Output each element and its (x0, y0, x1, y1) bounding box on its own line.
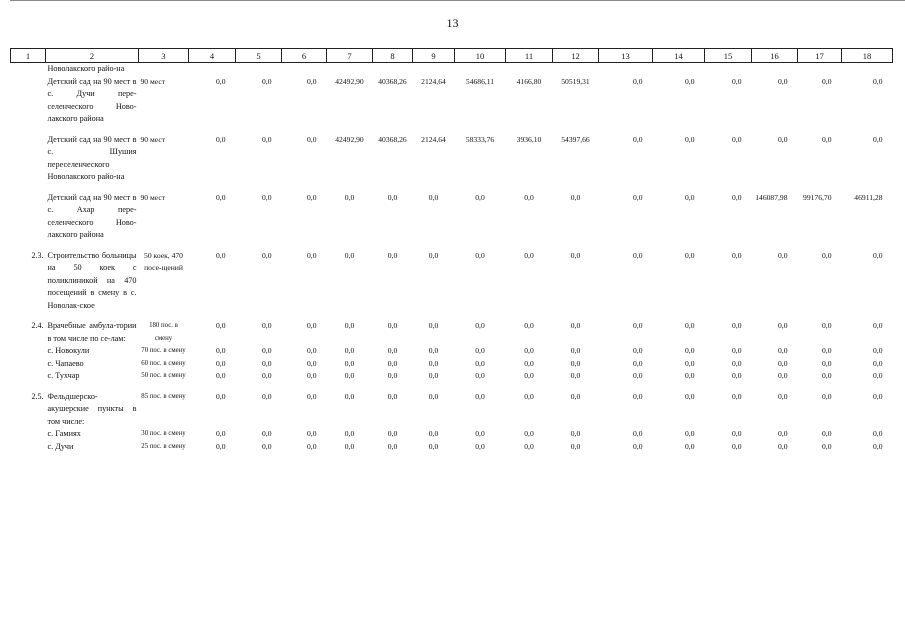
value-cell: 0,0 (344, 441, 355, 451)
value-cell: 0,0 (685, 76, 695, 86)
value-cell: 0,0 (822, 371, 832, 380)
row-number (11, 358, 46, 371)
value-cell: 0,0 (524, 371, 534, 380)
col-header: 1 (11, 49, 46, 63)
table-row (11, 250, 893, 313)
value-cell: 0,0 (307, 371, 317, 380)
value-cell: 0,0 (778, 250, 788, 260)
value-cell: 0,0 (822, 250, 832, 260)
row-number: 2.4. (31, 321, 44, 330)
value-cell: 0,0 (822, 321, 832, 330)
value-cell: 0,0 (475, 429, 485, 438)
value-cell: 0,0 (732, 441, 742, 451)
col-header: 16 (752, 49, 798, 63)
capacity-cell: 90 мест (140, 192, 166, 202)
value-cell: 0,0 (216, 250, 226, 260)
value-cell: 0,0 (216, 358, 226, 368)
value-cell: 0,0 (428, 250, 439, 260)
value-cell: 0,0 (262, 441, 272, 451)
row-number (11, 192, 46, 242)
table-row (11, 391, 893, 429)
value-cell: 0,0 (685, 321, 695, 330)
table-row (11, 63, 893, 76)
value-cell: 0,0 (873, 358, 883, 368)
value-cell: 0,0 (475, 250, 485, 260)
value-cell: 0,0 (685, 192, 695, 202)
value-cell: 0,0 (732, 76, 742, 86)
value-cell: 0,0 (524, 321, 534, 330)
value-cell: 0,0 (307, 321, 317, 330)
value-cell: 0,0 (524, 346, 534, 355)
col-header: 6 (282, 49, 327, 63)
value-cell: 0,0 (387, 346, 398, 355)
table-row (11, 428, 893, 441)
row-spacer (11, 242, 893, 250)
table-row (11, 370, 893, 383)
row-name: с. Тухчар (47, 371, 80, 380)
value-cell: 0,0 (428, 429, 439, 438)
value-cell: 54686,11 (465, 76, 495, 86)
value-cell: 0,0 (822, 346, 832, 355)
row-number (11, 428, 46, 441)
value-cell: 0,0 (778, 391, 788, 401)
value-cell: 0,0 (524, 358, 534, 368)
value-cell: 0,0 (732, 391, 742, 401)
value-cell: 0,0 (524, 429, 534, 438)
value-cell: 0,0 (822, 441, 832, 451)
value-cell: 4166,80 (516, 76, 542, 86)
value-cell: 0,0 (475, 358, 485, 368)
value-cell: 0,0 (387, 371, 398, 380)
value-cell: 0,0 (307, 391, 317, 401)
col-header: 9 (413, 49, 455, 63)
value-cell: 0,0 (570, 371, 581, 380)
value-cell: 0,0 (570, 321, 581, 330)
value-cell: 0,0 (873, 76, 883, 86)
row-name: Детский сад на 90 мест в с. Шушия переселенческого Новолакского райо-на (47, 134, 137, 181)
value-cell: 0,0 (822, 391, 832, 401)
value-cell: 0,0 (524, 192, 534, 202)
header-row (11, 49, 893, 63)
capacity-cell: 30 пос. в смену (141, 430, 186, 437)
value-cell: 0,0 (216, 321, 226, 330)
col-header: 13 (599, 49, 653, 63)
row-name: Фельдшерско-акушерские пункты в том числе: (47, 391, 137, 426)
value-cell: 0,0 (570, 250, 581, 260)
row-number (11, 370, 46, 383)
value-cell: 0,0 (873, 391, 883, 401)
value-cell: 0,0 (307, 346, 317, 355)
value-cell: 0,0 (344, 358, 355, 368)
col-header: 4 (189, 49, 236, 63)
value-cell: 0,0 (633, 391, 643, 401)
value-cell: 0,0 (778, 371, 788, 380)
value-cell: 0,0 (344, 192, 355, 202)
value-cell: 0,0 (570, 346, 581, 355)
value-cell: 46911,28 (854, 192, 883, 202)
capacity-cell: 90 мест (140, 134, 166, 144)
value-cell: 0,0 (216, 391, 226, 401)
value-cell: 0,0 (685, 358, 695, 368)
top-border-line (10, 0, 905, 3)
value-cell: 0,0 (778, 441, 788, 451)
value-cell: 50519,31 (561, 76, 590, 86)
value-cell: 0,0 (822, 429, 832, 438)
capacity-cell: 60 пос. в смену (141, 359, 186, 367)
value-cell: 0,0 (216, 134, 226, 144)
data-table (10, 48, 893, 453)
col-header: 7 (327, 49, 373, 63)
value-cell: 2124,64 (421, 134, 446, 144)
table-row (11, 320, 893, 345)
value-cell: 0,0 (570, 358, 581, 368)
value-cell: 0,0 (822, 134, 832, 144)
capacity-cell: 25 пос. в смену (141, 442, 186, 450)
value-cell: 0,0 (216, 429, 226, 438)
value-cell: 0,0 (732, 346, 742, 355)
value-cell: 0,0 (262, 346, 272, 355)
value-cell: 0,0 (732, 192, 742, 202)
value-cell: 0,0 (570, 441, 581, 451)
value-cell: 0,0 (685, 250, 695, 260)
value-cell: 0,0 (428, 346, 439, 355)
value-cell: 0,0 (732, 250, 742, 260)
value-cell: 0,0 (428, 358, 439, 368)
value-cell: 0,0 (262, 371, 272, 380)
value-cell: 0,0 (873, 429, 883, 438)
row-number (11, 63, 46, 76)
value-cell: 0,0 (387, 391, 398, 401)
value-cell: 0,0 (633, 134, 643, 144)
value-cell: 0,0 (822, 76, 832, 86)
value-cell: 0,0 (216, 371, 226, 380)
value-cell: 0,0 (633, 250, 643, 260)
value-cell: 0,0 (344, 250, 355, 260)
value-cell: 0,0 (475, 371, 485, 380)
value-cell: 0,0 (344, 371, 355, 380)
value-cell: 0,0 (475, 441, 485, 451)
col-header: 11 (506, 49, 553, 63)
value-cell: 0,0 (262, 134, 272, 144)
value-cell: 0,0 (524, 391, 534, 401)
value-cell: 0,0 (633, 429, 643, 438)
value-cell: 0,0 (732, 134, 742, 144)
value-cell: 99176,70 (803, 192, 832, 202)
value-cell: 0,0 (344, 321, 355, 330)
value-cell: 0,0 (685, 441, 695, 451)
value-cell: 0,0 (873, 441, 883, 451)
row-name: с. Новокули (47, 346, 90, 355)
value-cell: 0,0 (428, 371, 439, 380)
row-name: Врачебные амбула-тории в том числе по се-лам: (47, 321, 137, 343)
table-body (11, 63, 893, 454)
value-cell: 0,0 (262, 358, 272, 368)
value-cell: 0,0 (778, 134, 788, 144)
value-cell: 54397,66 (561, 134, 590, 144)
value-cell: 0,0 (262, 76, 272, 86)
row-number: 2.3. (31, 250, 44, 260)
value-cell: 0,0 (778, 429, 788, 438)
value-cell: 0,0 (685, 346, 695, 355)
col-header: 10 (455, 49, 506, 63)
value-cell: 0,0 (633, 441, 643, 451)
value-cell: 0,0 (685, 391, 695, 401)
row-number (11, 441, 46, 454)
table-row (11, 192, 893, 242)
capacity-cell: 50 пос. в смену (141, 372, 186, 379)
col-header: 3 (139, 49, 189, 63)
row-name: с. Чапаево (47, 358, 84, 368)
value-cell: 40368,26 (378, 134, 407, 144)
value-cell: 0,0 (633, 192, 643, 202)
value-cell: 0,0 (873, 134, 883, 144)
value-cell: 0,0 (387, 250, 398, 260)
value-cell: 0,0 (216, 441, 226, 451)
col-header: 17 (798, 49, 842, 63)
row-number: 2.5. (31, 391, 44, 401)
value-cell: 40368,26 (378, 76, 407, 86)
value-cell: 0,0 (778, 321, 788, 330)
value-cell: 0,0 (387, 429, 398, 438)
value-cell: 0,0 (262, 192, 272, 202)
row-name: Новолакского райо-на (47, 64, 125, 73)
value-cell: 0,0 (344, 346, 355, 355)
value-cell: 0,0 (344, 429, 355, 438)
value-cell: 0,0 (387, 321, 398, 330)
value-cell: 0,0 (307, 441, 317, 451)
value-cell: 0,0 (475, 321, 485, 330)
col-header: 12 (553, 49, 599, 63)
value-cell: 0,0 (633, 371, 643, 380)
value-cell: 0,0 (387, 441, 398, 451)
value-cell: 0,0 (262, 321, 272, 330)
value-cell: 0,0 (570, 192, 581, 202)
table-row (11, 345, 893, 358)
value-cell: 0,0 (307, 76, 317, 86)
value-cell: 0,0 (732, 321, 742, 330)
table-row (11, 358, 893, 371)
value-cell: 0,0 (428, 441, 439, 451)
value-cell: 0,0 (633, 346, 643, 355)
value-cell: 0,0 (873, 371, 883, 380)
value-cell: 0,0 (873, 250, 883, 260)
value-cell: 0,0 (307, 429, 317, 438)
value-cell: 0,0 (778, 346, 788, 355)
row-spacer (11, 312, 893, 320)
row-name: с. Дучи (47, 441, 74, 451)
value-cell: 0,0 (428, 391, 439, 401)
page-number: 13 (446, 16, 459, 30)
value-cell: 0,0 (262, 429, 272, 438)
row-number (11, 134, 46, 184)
capacity-cell: 70 пос. в смену (141, 347, 186, 354)
col-header: 14 (653, 49, 705, 63)
capacity-cell: 90 мест (140, 76, 166, 86)
value-cell: 42492,90 (335, 76, 364, 86)
col-header: 2 (46, 49, 139, 63)
value-cell: 0,0 (307, 358, 317, 368)
capacity-cell: 85 пос. в смену (141, 392, 186, 400)
table-row (11, 76, 893, 126)
col-header: 15 (705, 49, 752, 63)
value-cell: 0,0 (685, 429, 695, 438)
row-number (11, 76, 46, 126)
value-cell: 0,0 (216, 76, 226, 86)
value-cell: 0,0 (524, 250, 534, 260)
value-cell: 0,0 (428, 192, 439, 202)
col-header: 8 (373, 49, 413, 63)
capacity-cell: 50 коек, 470 посе-щений (144, 250, 183, 272)
value-cell: 0,0 (387, 192, 398, 202)
value-cell: 146087,98 (755, 192, 788, 202)
value-cell: 0,0 (822, 358, 832, 368)
value-cell: 0,0 (475, 346, 485, 355)
value-cell: 0,0 (778, 358, 788, 368)
value-cell: 0,0 (732, 358, 742, 368)
row-name: с. Гамиях (47, 429, 81, 438)
value-cell: 3936,10 (516, 134, 542, 144)
value-cell: 0,0 (307, 250, 317, 260)
row-spacer (11, 184, 893, 192)
value-cell: 0,0 (475, 391, 485, 401)
value-cell: 0,0 (732, 429, 742, 438)
col-header: 18 (842, 49, 893, 63)
capacity-cell: 180 пос. в смену (149, 322, 178, 342)
value-cell: 0,0 (344, 391, 355, 401)
value-cell: 0,0 (685, 134, 695, 144)
row-name: Детский сад на 90 мест в с. Ахар пере-селенческого Ново-лакского района (47, 192, 137, 239)
value-cell: 0,0 (262, 391, 272, 401)
value-cell: 0,0 (262, 250, 272, 260)
row-name: Строительство больницы на 50 коек с поликлиникой на 470 посещений в смену в с. Новолак-ское (47, 250, 137, 310)
value-cell: 58333,76 (465, 134, 495, 144)
value-cell: 0,0 (216, 346, 226, 355)
value-cell: 0,0 (307, 134, 317, 144)
row-spacer (11, 383, 893, 391)
value-cell: 0,0 (524, 441, 534, 451)
value-cell: 0,0 (633, 358, 643, 368)
value-cell: 0,0 (633, 76, 643, 86)
value-cell: 0,0 (428, 321, 439, 330)
value-cell: 0,0 (570, 429, 581, 438)
value-cell: 0,0 (216, 192, 226, 202)
value-cell: 0,0 (873, 346, 883, 355)
value-cell: 0,0 (732, 371, 742, 380)
value-cell: 42492,90 (335, 134, 364, 144)
value-cell: 0,0 (685, 371, 695, 380)
value-cell: 0,0 (633, 321, 643, 330)
value-cell: 2124,64 (421, 76, 446, 86)
value-cell: 0,0 (570, 391, 581, 401)
row-spacer (11, 126, 893, 134)
value-cell: 0,0 (307, 192, 317, 202)
value-cell: 0,0 (873, 321, 883, 330)
table-row (11, 134, 893, 184)
row-number (11, 345, 46, 358)
value-cell: 0,0 (778, 76, 788, 86)
value-cell: 0,0 (387, 358, 398, 368)
col-header: 5 (236, 49, 282, 63)
row-name: Детский сад на 90 мест в с. Дучи пере-селенческого Ново-лакского района (47, 76, 137, 123)
table-row (11, 441, 893, 454)
value-cell: 0,0 (475, 192, 485, 202)
